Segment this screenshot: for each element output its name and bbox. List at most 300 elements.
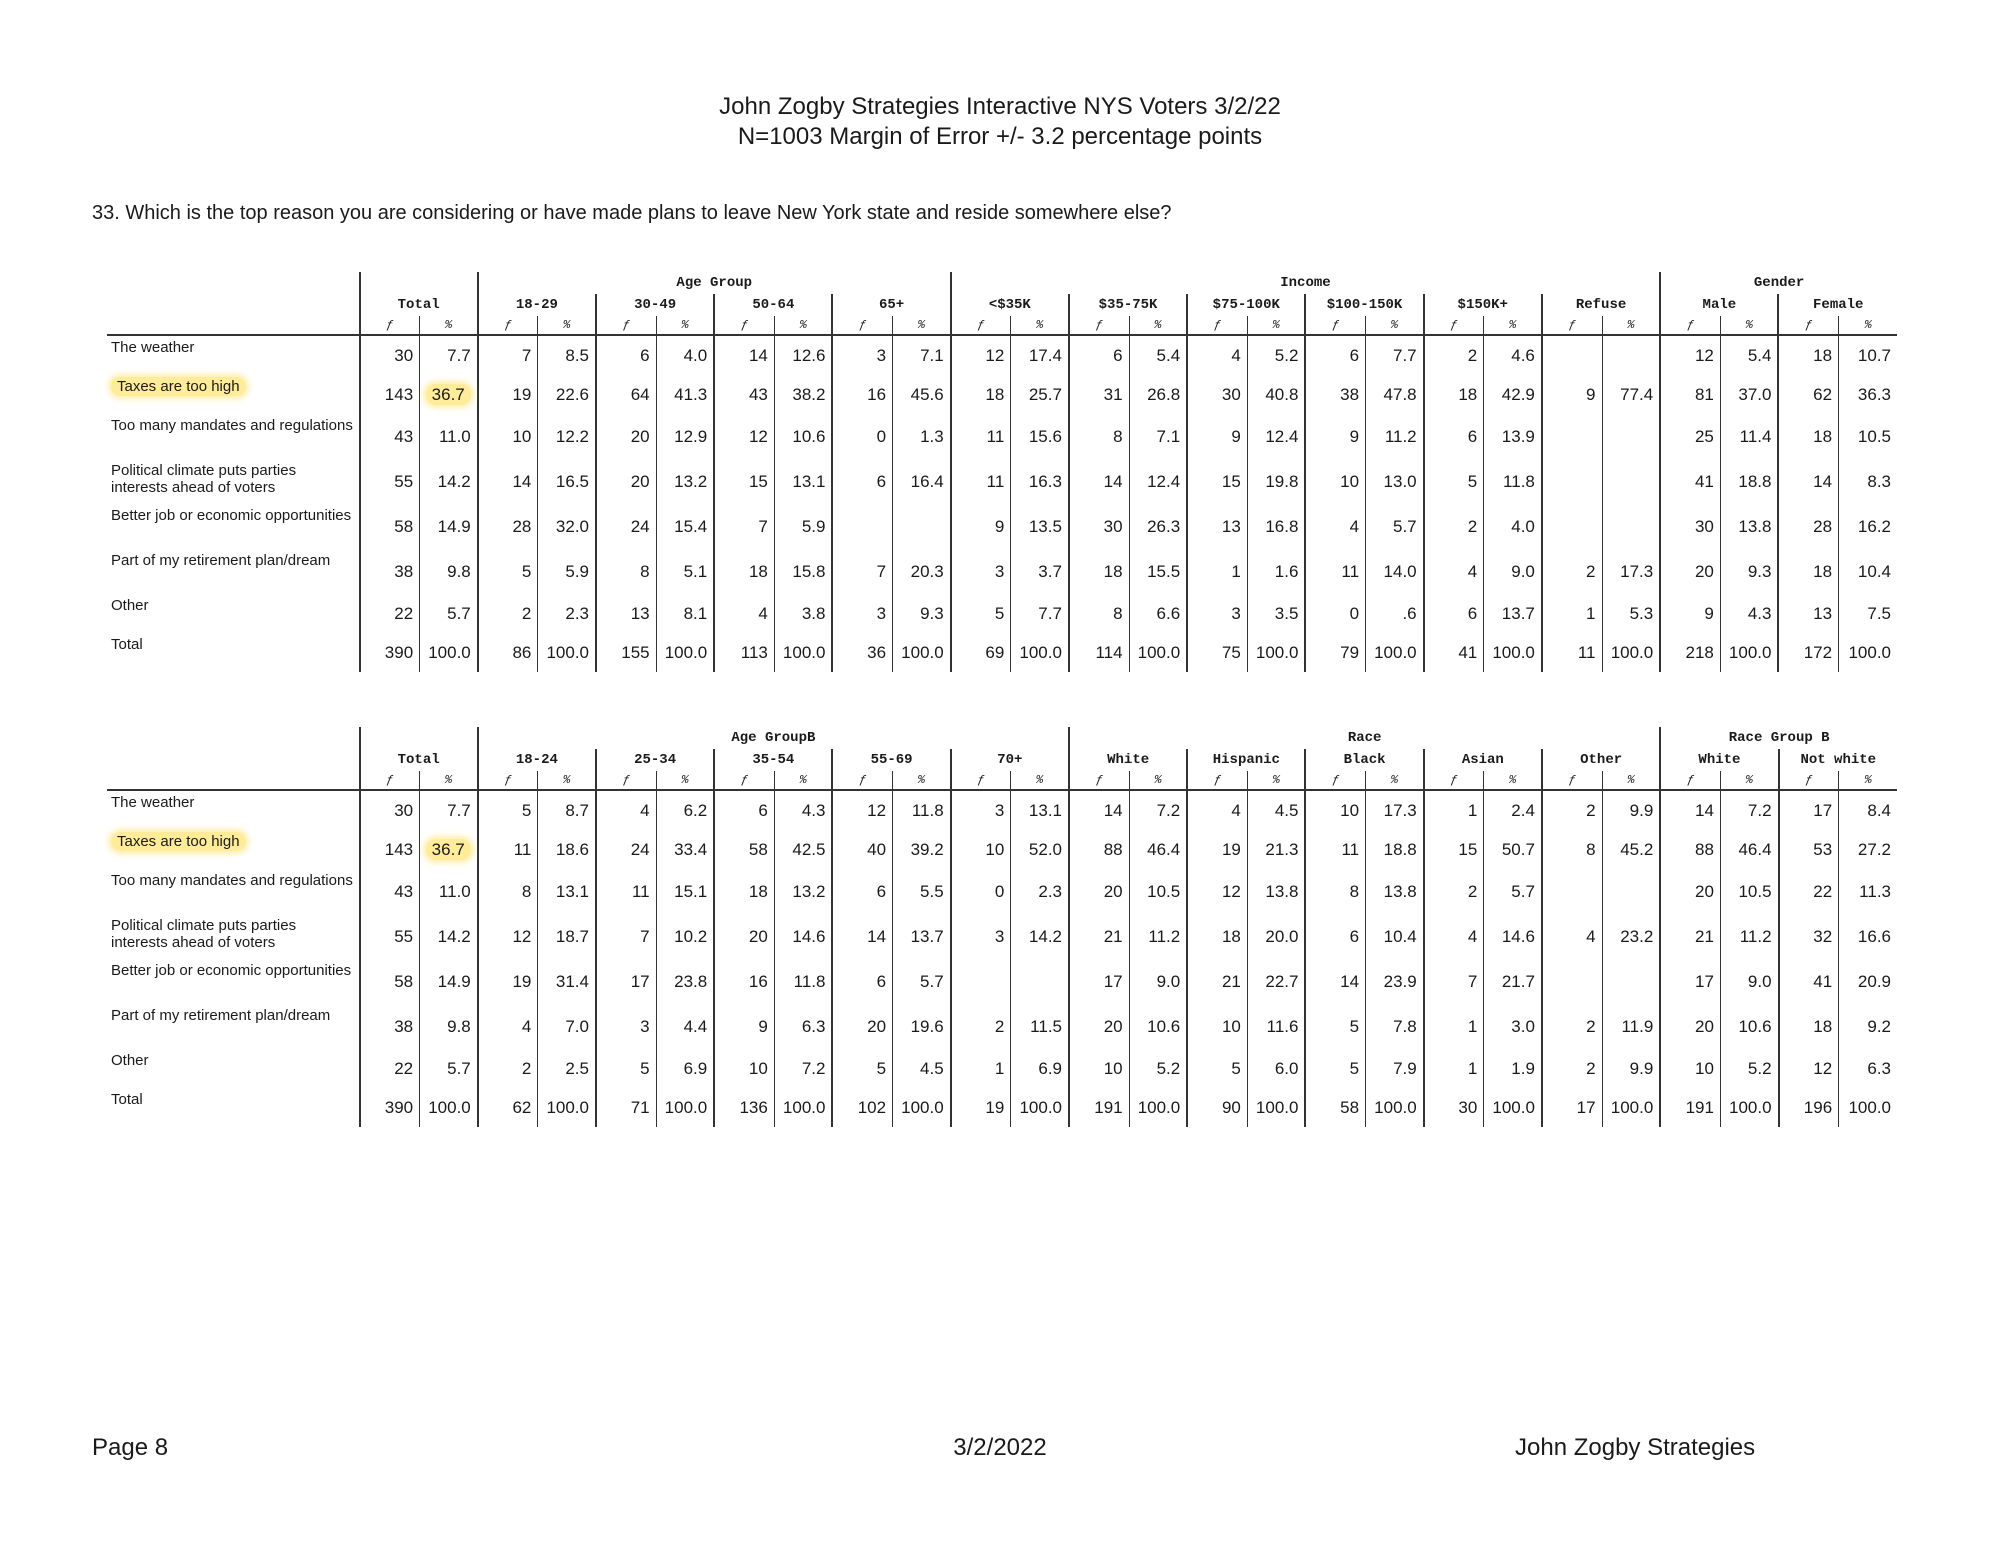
pct-value: 100.0 [664,1097,708,1117]
pct-cell [1602,594,1660,633]
pct-cell [656,869,714,914]
freq-cell: 20 [596,414,656,459]
freq-cell: 12 [478,914,538,959]
pct-cell [774,335,832,375]
freq-cell: 7 [714,504,774,549]
freq-cell: 20 [1660,549,1720,594]
pct-value: 39.2 [910,839,944,859]
pct-value: 100.0 [1374,1097,1417,1117]
pct-cell [774,1088,832,1127]
freq-cell: 6 [832,459,892,504]
pct-value: 4.3 [1747,603,1772,623]
freq-cell: 19 [478,375,538,414]
freq-cell: 3 [951,790,1011,830]
freq-cell: 17 [1660,959,1720,1004]
pct-cell [1247,1004,1305,1049]
pct-value: 1.3 [920,426,944,446]
pct-value: 18.8 [1738,471,1772,491]
pct-cell [1247,830,1305,869]
pct-cell [1129,1088,1187,1127]
freq-subheader: ƒ [1779,771,1839,790]
pct-value: 13.7 [910,926,944,946]
row-label [107,830,360,869]
table-row [107,830,1897,869]
pct-subheader: % [774,316,832,335]
report-title: John Zogby Strategies Interactive NYS Voters 3/2/22 [719,93,1281,120]
freq-cell: 25 [1660,414,1720,459]
pct-subheader: % [1839,771,1897,790]
pct-cell [1366,1049,1424,1088]
pct-cell [1720,594,1778,633]
pct-cell [1129,959,1187,1004]
pct-value: 20.3 [910,561,944,581]
pct-value: 3.0 [1511,1016,1535,1036]
pct-cell [1602,459,1660,504]
freq-cell: 6 [1305,914,1365,959]
pct-value: 14.9 [437,971,471,991]
pct-cell [1011,633,1069,672]
pct-subheader: % [420,316,478,335]
pct-cell [1247,414,1305,459]
pct-value: 7.7 [447,345,471,365]
freq-cell: 9 [1660,594,1720,633]
group-header: Gender [1660,272,1897,294]
pct-subheader: % [656,771,714,790]
pct-subheader: % [420,771,478,790]
pct-value: 31.4 [555,971,589,991]
freq-cell: 24 [596,830,656,869]
freq-cell [1542,335,1602,375]
pct-value: 11.6 [1266,1016,1299,1036]
freq-cell: 17 [596,959,656,1004]
pct-value: 19.6 [910,1016,944,1036]
freq-subheader: ƒ [1187,771,1247,790]
pct-cell [1247,790,1305,830]
row-label-text: The weather [111,794,195,811]
pct-subheader: % [1602,316,1660,335]
pct-value: 11.2 [1148,926,1181,946]
pct-cell [420,790,478,830]
freq-subheader: ƒ [832,771,892,790]
freq-cell: 41 [1424,633,1484,672]
pct-cell [1247,914,1305,959]
freq-cell: 7 [1424,959,1484,1004]
pct-cell [1484,549,1542,594]
pct-value: 10.5 [1738,881,1772,901]
pct-cell [1839,790,1897,830]
pct-value: 4.4 [683,1016,708,1036]
pct-value: 100.0 [1848,1097,1891,1117]
pct-cell [656,1088,714,1127]
pct-value: 7.1 [1156,426,1181,446]
freq-cell: 5 [1424,459,1484,504]
freq-cell [1542,414,1602,459]
pct-cell [420,594,478,633]
pct-value: 42.9 [1501,384,1535,404]
pct-cell [1247,1088,1305,1127]
row-label-text: Other [111,597,149,614]
pct-value: 12.2 [555,426,589,446]
freq-cell: 390 [360,633,420,672]
column-header: $150K+ [1424,294,1542,316]
pct-cell [1011,414,1069,459]
freq-cell: 14 [714,335,774,375]
freq-cell: 143 [360,375,420,414]
pct-value: 22.7 [1265,971,1299,991]
column-header: 30-49 [596,294,714,316]
pct-subheader: % [538,771,596,790]
freq-cell: 17 [1069,959,1129,1004]
pct-value: 21.7 [1501,971,1535,991]
pct-value: 100.0 [1137,1097,1181,1117]
pct-cell [1484,594,1542,633]
freq-cell: 10 [1305,790,1365,830]
pct-cell [1720,790,1778,830]
column-header: 65+ [832,294,950,316]
pct-value: 16.5 [555,471,589,491]
freq-cell: 31 [1069,375,1129,414]
pct-cell [538,914,596,959]
pct-value: 13.8 [1383,881,1417,901]
freq-cell: 4 [714,594,774,633]
pct-value: 10.6 [1147,1016,1181,1036]
pct-value: 5.5 [920,881,944,901]
row-label [107,594,360,633]
freq-cell: 143 [360,830,420,869]
freq-cell: 16 [714,959,774,1004]
freq-cell: 5 [478,549,538,594]
freq-cell: 21 [1660,914,1720,959]
pct-value: 37.0 [1738,384,1772,404]
pct-value: 6.6 [1156,603,1181,623]
table-row [107,594,1897,633]
report-subtitle: N=1003 Margin of Error +/- 3.2 percentage points [737,123,1263,150]
pct-value: .6 [1402,603,1417,623]
pct-cell [538,869,596,914]
freq-cell: 75 [1187,633,1247,672]
pct-cell [1839,959,1897,1004]
pct-value: 100.0 [1137,642,1181,662]
freq-cell: 9 [951,504,1011,549]
pct-value: 36.7 [426,384,471,405]
freq-cell: 20 [1069,869,1129,914]
freq-cell: 19 [478,959,538,1004]
table-row [107,1049,1897,1088]
freq-cell: 30 [1660,504,1720,549]
pct-cell [1484,790,1542,830]
pct-value: 4.5 [920,1058,944,1078]
freq-cell: 5 [1305,1004,1365,1049]
pct-cell [1129,1004,1187,1049]
row-label [107,459,360,504]
freq-cell: 2 [1542,1004,1602,1049]
column-header: 70+ [951,749,1069,771]
table-row [107,504,1897,549]
row-label-text: Better job or economic opportunities [111,507,352,524]
freq-cell: 18 [714,869,774,914]
freq-cell: 64 [596,375,656,414]
pct-cell [420,414,478,459]
pct-cell [1011,549,1069,594]
pct-value: 100.0 [1728,642,1772,662]
subheader-row [107,316,1897,335]
freq-cell: 0 [832,414,892,459]
freq-cell: 4 [1424,914,1484,959]
row-label [107,790,360,830]
freq-cell: 17 [1542,1088,1602,1127]
pct-cell [420,1049,478,1088]
freq-cell: 14 [1305,959,1365,1004]
pct-cell [538,414,596,459]
freq-cell: 8 [478,869,538,914]
freq-cell: 3 [832,335,892,375]
pct-value: 36.3 [1857,384,1891,404]
pct-subheader: % [1129,316,1187,335]
row-label [107,633,360,672]
pct-value: 9.0 [1747,971,1772,991]
pct-cell [420,1004,478,1049]
pct-cell [420,375,478,414]
pct-cell [774,790,832,830]
group-header: Race [1069,727,1660,749]
freq-cell: 13 [1778,594,1838,633]
pct-value: 18.8 [1383,839,1417,859]
table-row [107,1004,1897,1049]
freq-cell: 90 [1187,1088,1247,1127]
pct-cell [1366,335,1424,375]
column-header: Hispanic [1187,749,1305,771]
pct-value: 9.9 [1629,800,1654,820]
pct-value: 77.4 [1620,384,1654,404]
pct-value: 8.1 [683,603,708,623]
freq-cell: 14 [1660,790,1720,830]
row-label-text: Part of my retirement plan/dream [111,1007,331,1024]
pct-value: 26.3 [1147,516,1181,536]
pct-value: 17.3 [1620,561,1654,581]
row-label [107,959,360,1004]
freq-cell: 5 [832,1049,892,1088]
pct-value: 14.2 [437,926,471,946]
pct-cell [538,790,596,830]
pct-value: 4.3 [801,800,826,820]
pct-value: 15.6 [1028,426,1062,446]
pct-cell [538,335,596,375]
pct-value: 27.2 [1857,839,1891,859]
pct-value: 7.0 [565,1016,589,1036]
pct-cell [538,549,596,594]
pct-cell [1247,549,1305,594]
pct-value: 13.7 [1501,603,1535,623]
freq-cell: 20 [1660,869,1720,914]
freq-subheader: ƒ [1424,771,1484,790]
pct-cell [1247,504,1305,549]
freq-cell: 1 [1424,1004,1484,1049]
pct-cell [893,549,951,594]
freq-subheader: ƒ [1542,316,1602,335]
freq-cell: 114 [1069,633,1129,672]
pct-value: 11.3 [1859,881,1891,901]
pct-cell [1011,459,1069,504]
freq-cell: 62 [478,1088,538,1127]
pct-cell [1839,549,1897,594]
pct-value: 13.2 [674,471,708,491]
pct-subheader: % [1366,771,1424,790]
corner-cell [107,316,360,335]
pct-value: 11.2 [1739,926,1772,946]
corner-cell [107,749,360,771]
freq-subheader: ƒ [1660,771,1720,790]
freq-cell: 3 [596,1004,656,1049]
freq-cell: 0 [1305,594,1365,633]
pct-cell [1129,375,1187,414]
pct-cell [538,375,596,414]
freq-cell: 11 [1305,549,1365,594]
pct-cell [1720,1004,1778,1049]
pct-cell [1602,1004,1660,1049]
pct-value: 7.2 [801,1058,826,1078]
pct-value: 14.0 [1383,561,1417,581]
pct-cell [1839,594,1897,633]
freq-cell: 11 [1305,830,1365,869]
pct-cell [656,959,714,1004]
freq-cell: 2 [478,594,538,633]
pct-cell [774,959,832,1004]
pct-value: 13.5 [1028,516,1062,536]
pct-value: 11.0 [438,426,471,446]
pct-subheader: % [538,316,596,335]
pct-value: 15.4 [674,516,708,536]
pct-value: 18.6 [555,839,589,859]
pct-cell [1011,830,1069,869]
pct-cell [893,1088,951,1127]
freq-cell: 390 [360,1088,420,1127]
pct-value: 13.8 [1265,881,1299,901]
pct-cell [538,459,596,504]
pct-value: 16.3 [1028,471,1062,491]
pct-cell [893,869,951,914]
freq-cell: 18 [1069,549,1129,594]
pct-value: 100.0 [1492,642,1535,662]
freq-subheader: ƒ [596,316,656,335]
pct-value: 11.2 [1384,426,1417,446]
pct-value: 46.4 [1738,839,1772,859]
row-label-text: Too many mandates and regulations [111,417,353,434]
pct-cell [893,504,951,549]
pct-cell [538,594,596,633]
pct-cell [1484,1049,1542,1088]
freq-cell: 30 [1069,504,1129,549]
pct-subheader: % [1484,771,1542,790]
pct-value: 1.6 [1274,561,1299,581]
pct-value: 14.2 [437,471,471,491]
pct-value: 50.7 [1501,839,1535,859]
freq-cell: 41 [1779,959,1839,1004]
pct-value: 21.3 [1265,839,1299,859]
pct-value: 100.0 [1610,642,1654,662]
freq-cell: 2 [1542,1049,1602,1088]
pct-cell [1839,1049,1897,1088]
pct-cell [774,914,832,959]
row-label-text: Part of my retirement plan/dream [111,552,331,569]
pct-value: 100.0 [1610,1097,1654,1117]
freq-cell: 4 [1187,335,1247,375]
freq-cell: 88 [1069,830,1129,869]
freq-cell: 6 [1069,335,1129,375]
pct-cell [1602,414,1660,459]
pct-value: 5.2 [1274,345,1299,365]
freq-cell: 38 [360,549,420,594]
pct-cell [1366,869,1424,914]
freq-cell: 5 [1305,1049,1365,1088]
pct-cell [1720,1049,1778,1088]
freq-cell: 18 [1424,375,1484,414]
pct-cell [1129,869,1187,914]
pct-cell [1129,1049,1187,1088]
pct-subheader: % [656,316,714,335]
row-label-text: Taxes are too high [111,832,246,851]
pct-value: 10.4 [1857,561,1891,581]
pct-cell [1011,914,1069,959]
freq-subheader: ƒ [1187,316,1247,335]
pct-cell [1720,633,1778,672]
freq-cell: 20 [596,459,656,504]
pct-cell [1839,335,1897,375]
pct-cell [1720,959,1778,1004]
column-header: Refuse [1542,294,1660,316]
pct-value: 100.0 [901,642,944,662]
pct-cell [656,459,714,504]
pct-subheader: % [1129,771,1187,790]
freq-cell: 3 [1187,594,1247,633]
pct-subheader: % [1602,771,1660,790]
pct-cell [1129,790,1187,830]
pct-value: 17.4 [1028,345,1062,365]
subheader-row [107,771,1897,790]
pct-cell [1484,869,1542,914]
pct-value: 10.6 [1738,1016,1772,1036]
row-label [107,1049,360,1088]
pct-cell [1602,914,1660,959]
freq-cell: 53 [1779,830,1839,869]
pct-value: 13.0 [1383,471,1417,491]
pct-cell [1247,959,1305,1004]
freq-subheader: ƒ [360,316,420,335]
pct-value: 12.9 [674,426,708,446]
pct-value: 15.1 [674,881,708,901]
pct-value: 52.0 [1028,839,1062,859]
freq-cell: 22 [360,594,420,633]
pct-value: 45.6 [910,384,944,404]
pct-value: 6.0 [1274,1058,1299,1078]
column-header: White [1069,749,1187,771]
pct-cell [774,549,832,594]
group-header: Age Group [478,272,951,294]
pct-cell [893,1004,951,1049]
pct-value: 9.8 [447,561,471,581]
pct-value: 100.0 [428,1097,471,1117]
column-header: Female [1778,294,1897,316]
row-label [107,414,360,459]
freq-subheader: ƒ [1069,316,1129,335]
pct-cell [538,633,596,672]
freq-cell [1542,959,1602,1004]
freq-subheader: ƒ [478,771,538,790]
freq-subheader: ƒ [360,771,420,790]
pct-cell [1839,459,1897,504]
pct-cell [420,633,478,672]
freq-cell: 11 [951,414,1011,459]
freq-cell: 5 [596,1049,656,1088]
